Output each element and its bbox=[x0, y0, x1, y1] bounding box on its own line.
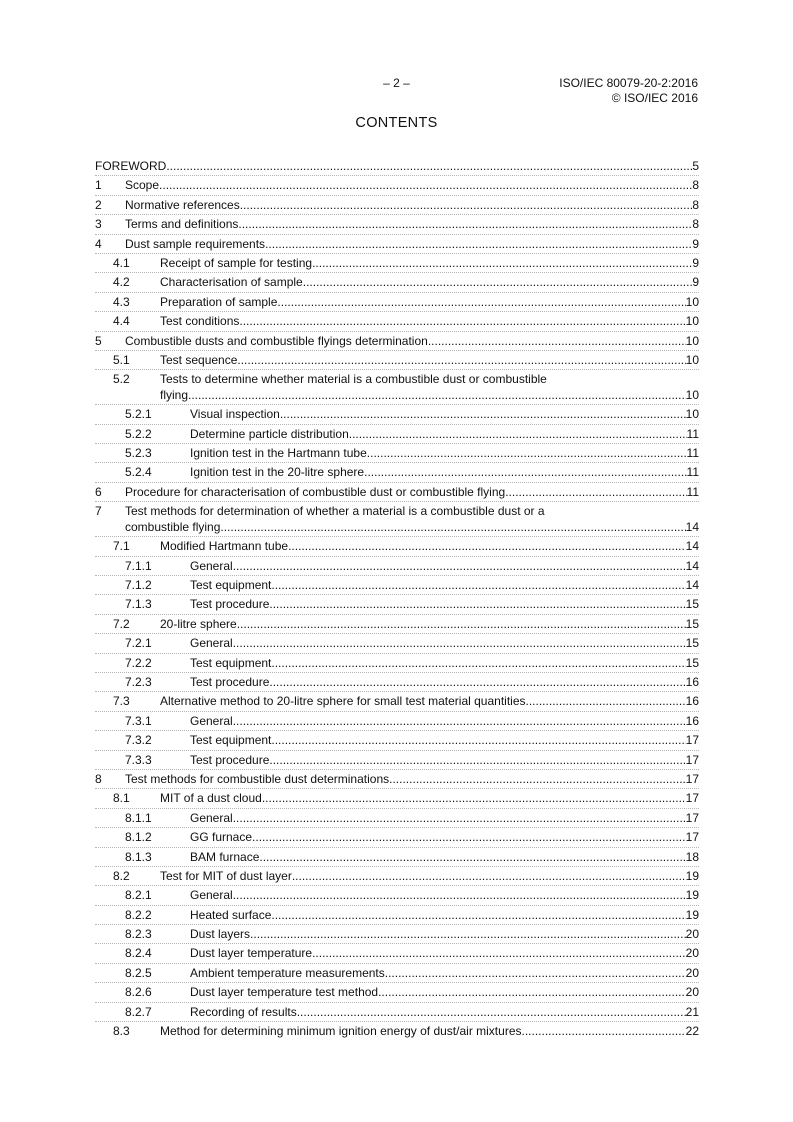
toc-entry[interactable] bbox=[95, 557, 699, 576]
toc-entry-label bbox=[190, 888, 699, 902]
toc-entry-label bbox=[160, 275, 699, 289]
toc-entry-page: 20 bbox=[685, 965, 699, 980]
toc-entry[interactable] bbox=[95, 654, 699, 673]
toc-entry-title: Receipt of sample for testing bbox=[160, 255, 313, 270]
toc-entry-title: Test equipment bbox=[190, 733, 272, 748]
toc-entry-page: 19 bbox=[685, 868, 699, 883]
toc-entry[interactable] bbox=[95, 906, 699, 925]
toc-entry[interactable] bbox=[95, 809, 699, 828]
toc-entry-number: 4.4 bbox=[113, 314, 130, 329]
toc-entry-number: 4.3 bbox=[113, 294, 130, 309]
toc-entry-title: Ignition test in the 20-litre sphere bbox=[190, 465, 365, 480]
toc-entry[interactable] bbox=[95, 983, 699, 1002]
dot-leader bbox=[522, 1024, 686, 1038]
document-header bbox=[559, 76, 698, 106]
dot-leader bbox=[389, 772, 686, 786]
dot-leader bbox=[233, 811, 686, 825]
toc-entry-page: 19 bbox=[685, 907, 699, 922]
dot-leader bbox=[271, 656, 685, 670]
toc-entry-number: 5.1 bbox=[113, 352, 130, 367]
toc-entry[interactable] bbox=[95, 1003, 699, 1022]
toc-entry-page: 14 bbox=[685, 578, 699, 593]
toc-entry-number: 8.2 bbox=[113, 868, 130, 883]
toc-entry[interactable] bbox=[95, 444, 699, 463]
toc-entry-number: 4.2 bbox=[113, 275, 130, 290]
toc-entry-title: Visual inspection bbox=[190, 407, 280, 422]
toc-entry-page: 20 bbox=[685, 985, 699, 1000]
toc-entry-label bbox=[125, 485, 699, 499]
dot-leader bbox=[166, 159, 692, 173]
dot-leader bbox=[526, 694, 686, 708]
toc-entry-page: 9 bbox=[692, 236, 699, 251]
toc-entry-number: 8.2.4 bbox=[125, 946, 152, 961]
toc-entry-title: Test methods for combustible dust determinations bbox=[125, 771, 390, 786]
toc-entry-number: 8.2.5 bbox=[125, 965, 152, 980]
toc-entry-page: 19 bbox=[685, 888, 699, 903]
toc-entry-number: 8.1.1 bbox=[125, 810, 152, 825]
toc-entry[interactable] bbox=[95, 770, 699, 789]
toc-entry-page: 15 bbox=[685, 597, 699, 612]
toc-entry-label bbox=[190, 446, 699, 460]
toc-entry-label bbox=[160, 1024, 699, 1038]
toc-entry-page: 14 bbox=[685, 539, 699, 554]
toc-entry-label bbox=[125, 772, 699, 786]
toc-entry-title: Dust sample requirements bbox=[125, 236, 266, 251]
toc-entry[interactable] bbox=[95, 576, 699, 595]
dot-leader bbox=[233, 636, 686, 650]
toc-entry-label bbox=[160, 791, 699, 805]
toc-entry-title: Terms and definitions bbox=[125, 217, 239, 232]
toc-entry[interactable] bbox=[95, 273, 699, 292]
toc-entry-title-continued: flying bbox=[160, 388, 189, 403]
toc-entry[interactable] bbox=[95, 351, 699, 370]
toc-entry[interactable] bbox=[95, 712, 699, 731]
toc-entry-number: 7.3.3 bbox=[125, 752, 152, 767]
toc-entry-title: Test equipment bbox=[190, 655, 272, 670]
toc-entry-page: 10 bbox=[685, 314, 699, 329]
toc-entry[interactable] bbox=[95, 537, 699, 556]
toc-entry-title: Test sequence bbox=[160, 352, 238, 367]
toc-entry-number: 8.2.1 bbox=[125, 888, 152, 903]
toc-entry-page: 20 bbox=[685, 946, 699, 961]
toc-entry-number: 7.2.2 bbox=[125, 655, 152, 670]
toc-entry-label bbox=[190, 927, 699, 941]
toc-entry-number: 3 bbox=[95, 217, 102, 232]
toc-entry[interactable] bbox=[95, 157, 699, 176]
dot-leader bbox=[378, 985, 686, 999]
toc-entry-number: 8.1.2 bbox=[125, 830, 152, 845]
toc-entry-label bbox=[190, 830, 699, 844]
toc-entry-number: 7.3 bbox=[113, 694, 130, 709]
toc-entry[interactable] bbox=[95, 925, 699, 944]
table-of-contents bbox=[95, 157, 699, 1041]
toc-entry-page: 16 bbox=[685, 713, 699, 728]
toc-entry-label bbox=[160, 617, 699, 631]
toc-entry-page: 10 bbox=[685, 352, 699, 367]
toc-entry[interactable] bbox=[95, 215, 699, 234]
toc-entry-label bbox=[190, 811, 699, 825]
toc-entry-title: Normative references bbox=[125, 197, 240, 212]
toc-entry-label bbox=[190, 946, 699, 960]
toc-entry-number: 7.3.1 bbox=[125, 713, 152, 728]
toc-entry-title-continued: combustible flying bbox=[125, 520, 221, 535]
toc-entry-page: 15 bbox=[685, 616, 699, 631]
toc-entry-title: Ambient temperature measurements bbox=[190, 965, 385, 980]
dot-leader bbox=[237, 353, 685, 367]
toc-entry[interactable] bbox=[95, 312, 699, 331]
toc-entry[interactable] bbox=[95, 867, 699, 886]
toc-entry-page: 17 bbox=[685, 810, 699, 825]
toc-entry-title: Test equipment bbox=[190, 578, 272, 593]
toc-entry-label bbox=[190, 908, 699, 922]
toc-entry-label bbox=[190, 733, 699, 747]
toc-entry-number: 8 bbox=[95, 771, 102, 786]
dot-leader bbox=[505, 485, 686, 499]
dot-leader bbox=[269, 753, 685, 767]
toc-entry[interactable] bbox=[95, 944, 699, 963]
toc-entry-number: 7.2.3 bbox=[125, 674, 152, 689]
dot-leader bbox=[250, 927, 686, 941]
page-number: – 2 – bbox=[383, 76, 410, 90]
toc-entry-label bbox=[190, 407, 699, 421]
toc-entry-page: 17 bbox=[685, 791, 699, 806]
toc-entry-number: 1 bbox=[95, 178, 102, 193]
toc-entry[interactable] bbox=[95, 463, 699, 482]
toc-entry-number: 7.1.1 bbox=[125, 558, 152, 573]
copyright-notice: © ISO/IEC 2016 bbox=[611, 91, 698, 105]
toc-entry-label bbox=[190, 636, 699, 650]
toc-entry-title: Preparation of sample bbox=[160, 294, 278, 309]
dot-leader bbox=[233, 888, 686, 902]
dot-leader bbox=[252, 830, 686, 844]
toc-entry-number: 7.1.2 bbox=[125, 578, 152, 593]
toc-entry-number: 5.2.2 bbox=[125, 426, 152, 441]
toc-entry[interactable] bbox=[95, 731, 699, 750]
toc-entry-label bbox=[190, 753, 699, 767]
toc-entry-label bbox=[160, 353, 699, 367]
dot-leader bbox=[237, 617, 686, 631]
toc-entry[interactable] bbox=[95, 196, 699, 215]
toc-entry-page: 10 bbox=[685, 407, 699, 422]
document-id: ISO/IEC 80079-20-2:2016 bbox=[559, 76, 698, 90]
toc-entry[interactable] bbox=[95, 634, 699, 653]
toc-entry-label bbox=[125, 198, 699, 212]
toc-entry-page: 10 bbox=[685, 333, 699, 348]
toc-entry-label bbox=[160, 539, 699, 553]
toc-entry-number: 7.3.2 bbox=[125, 733, 152, 748]
dot-leader bbox=[271, 733, 685, 747]
toc-entry-number: 5.2.1 bbox=[125, 407, 152, 422]
toc-entry-label bbox=[190, 966, 699, 980]
toc-entry-number: 8.1.3 bbox=[125, 849, 152, 864]
toc-entry[interactable] bbox=[95, 254, 699, 273]
toc-entry[interactable] bbox=[95, 964, 699, 983]
toc-entry-title: Modified Hartmann tube bbox=[160, 539, 289, 554]
toc-entry-page: 18 bbox=[685, 849, 699, 864]
toc-entry-page: 22 bbox=[685, 1024, 699, 1039]
dot-leader bbox=[367, 446, 687, 460]
toc-entry-number: 5.2.4 bbox=[125, 465, 152, 480]
dot-leader bbox=[297, 1005, 686, 1019]
dot-leader bbox=[188, 388, 686, 402]
toc-entry-page: 15 bbox=[685, 636, 699, 651]
dot-leader bbox=[259, 850, 685, 864]
toc-entry-label bbox=[190, 985, 699, 999]
toc-entry[interactable] bbox=[95, 235, 699, 254]
toc-entry[interactable] bbox=[95, 789, 699, 808]
dot-leader bbox=[349, 427, 687, 441]
toc-entry-title: General bbox=[190, 810, 233, 825]
toc-entry-page: 9 bbox=[692, 275, 699, 290]
toc-entry-label bbox=[95, 159, 699, 173]
toc-entry-number: 4.1 bbox=[113, 255, 130, 270]
toc-entry-label bbox=[190, 559, 699, 573]
toc-entry-label bbox=[190, 1005, 699, 1019]
toc-entry-title: Tests to determine whether material is a combustible dust or combustible bbox=[160, 372, 547, 387]
toc-entry-title: Characterisation of sample bbox=[160, 275, 303, 290]
toc-entry-page: 15 bbox=[685, 655, 699, 670]
toc-entry-title: Dust layer temperature test method bbox=[190, 985, 379, 1000]
toc-entry[interactable] bbox=[95, 828, 699, 847]
toc-entry[interactable] bbox=[95, 1022, 699, 1041]
toc-entry-page: 8 bbox=[692, 178, 699, 193]
dot-leader bbox=[240, 198, 693, 212]
toc-entry-page: 17 bbox=[685, 752, 699, 767]
toc-entry-number: 8.2.3 bbox=[125, 927, 152, 942]
toc-entry-label bbox=[160, 372, 699, 402]
toc-entry-label bbox=[160, 314, 699, 328]
toc-entry-label bbox=[190, 675, 699, 689]
toc-entry[interactable] bbox=[95, 405, 699, 424]
toc-entry-label bbox=[125, 504, 699, 534]
toc-entry-title: Test conditions bbox=[160, 314, 240, 329]
toc-entry-number: 8.2.2 bbox=[125, 907, 152, 922]
toc-entry[interactable] bbox=[95, 692, 699, 711]
toc-entry-title: Test procedure bbox=[190, 752, 270, 767]
toc-entry-label bbox=[160, 256, 699, 270]
toc-entry[interactable] bbox=[95, 848, 699, 867]
dot-leader bbox=[262, 791, 686, 805]
toc-entry-title: FOREWORD bbox=[95, 159, 167, 173]
dot-leader bbox=[238, 217, 692, 231]
toc-entry-label bbox=[125, 334, 699, 348]
toc-entry-title: Test methods for determination of whether a material is a combustible dust or a bbox=[125, 504, 545, 519]
toc-entry-title: MIT of a dust cloud bbox=[160, 791, 262, 806]
dot-leader bbox=[269, 675, 685, 689]
toc-entry-label bbox=[125, 178, 699, 192]
toc-entry-page: 20 bbox=[685, 927, 699, 942]
toc-entry-title: Method for determining minimum ignition energy of dust/air mixtures bbox=[160, 1024, 522, 1039]
toc-entry-title: Dust layer temperature bbox=[190, 946, 313, 961]
toc-entry-title: Alternative method to 20-litre sphere for small test material quantities bbox=[160, 694, 526, 709]
toc-entry-number: 5.2 bbox=[113, 372, 130, 387]
toc-entry-label bbox=[125, 217, 699, 231]
dot-leader bbox=[364, 465, 686, 479]
dot-leader bbox=[271, 578, 685, 592]
toc-entry-title: GG furnace bbox=[190, 830, 253, 845]
toc-entry[interactable] bbox=[95, 483, 699, 502]
toc-entry-number: 8.1 bbox=[113, 791, 130, 806]
dot-leader bbox=[428, 334, 686, 348]
dot-leader bbox=[271, 908, 685, 922]
toc-entry-page: 17 bbox=[685, 733, 699, 748]
toc-entry[interactable] bbox=[95, 176, 699, 195]
toc-entry-title: Recording of results bbox=[190, 1004, 297, 1019]
toc-entry-title: Determine particle distribution bbox=[190, 426, 349, 441]
dot-leader bbox=[239, 314, 685, 328]
toc-entry-page: 17 bbox=[685, 830, 699, 845]
toc-entry-title: Combustible dusts and combustible flyings determination bbox=[125, 333, 428, 348]
toc-entry-page: 8 bbox=[692, 197, 699, 212]
toc-entry-label bbox=[190, 465, 699, 479]
toc-entry-label bbox=[190, 850, 699, 864]
toc-entry-page: 11 bbox=[686, 426, 699, 441]
toc-entry-label bbox=[160, 694, 699, 708]
toc-entry-label bbox=[190, 597, 699, 611]
dot-leader bbox=[233, 559, 686, 573]
toc-entry-label bbox=[190, 578, 699, 592]
toc-entry-page: 8 bbox=[692, 217, 699, 232]
toc-entry-title: BAM furnace bbox=[190, 849, 260, 864]
toc-entry[interactable] bbox=[95, 673, 699, 692]
toc-entry-title: Scope bbox=[125, 178, 160, 193]
toc-entry-page: 16 bbox=[685, 674, 699, 689]
toc-entry-number: 7.1 bbox=[113, 539, 130, 554]
toc-entry-label bbox=[160, 869, 699, 883]
toc-entry-title: Test for MIT of dust layer bbox=[160, 868, 292, 883]
toc-entry-page: 10 bbox=[685, 388, 699, 403]
toc-entry-label bbox=[190, 656, 699, 670]
toc-entry-page: 16 bbox=[685, 694, 699, 709]
toc-entry-number: 7 bbox=[95, 504, 102, 519]
toc-entry-title: Ignition test in the Hartmann tube bbox=[190, 446, 367, 461]
toc-entry[interactable] bbox=[95, 332, 699, 351]
dot-leader bbox=[220, 520, 685, 534]
toc-entry-title: Dust layers bbox=[190, 927, 251, 942]
toc-entry-page: 14 bbox=[685, 520, 699, 535]
toc-entry[interactable] bbox=[95, 502, 699, 537]
toc-entry-page: 11 bbox=[686, 446, 699, 461]
dot-leader bbox=[385, 966, 686, 980]
dot-leader bbox=[269, 597, 685, 611]
toc-entry-number: 5.2.3 bbox=[125, 446, 152, 461]
toc-entry-title: 20-litre sphere bbox=[160, 616, 237, 631]
dot-leader bbox=[292, 869, 686, 883]
toc-entry-number: 7.2.1 bbox=[125, 636, 152, 651]
toc-entry-title: Procedure for characterisation of combustible dust or combustible flying bbox=[125, 484, 506, 499]
dot-leader bbox=[312, 256, 692, 270]
toc-entry-title: General bbox=[190, 636, 233, 651]
toc-entry-number: 4 bbox=[95, 236, 102, 251]
dot-leader bbox=[280, 407, 686, 421]
toc-entry-number: 6 bbox=[95, 484, 102, 499]
toc-entry-page: 21 bbox=[685, 1004, 699, 1019]
toc-entry-title: Test procedure bbox=[190, 674, 270, 689]
toc-entry-number: 8.2.6 bbox=[125, 985, 152, 1000]
page-title: CONTENTS bbox=[355, 115, 438, 131]
dot-leader bbox=[265, 237, 692, 251]
dot-leader bbox=[277, 295, 685, 309]
toc-entry-number: 7.1.3 bbox=[125, 597, 152, 612]
dot-leader bbox=[233, 714, 686, 728]
toc-entry[interactable] bbox=[95, 425, 699, 444]
toc-entry-number: 2 bbox=[95, 197, 102, 212]
toc-entry-title: General bbox=[190, 888, 233, 903]
toc-entry[interactable] bbox=[95, 370, 699, 405]
toc-entry-page: 14 bbox=[685, 558, 699, 573]
dot-leader bbox=[288, 539, 686, 553]
toc-entry-label bbox=[190, 714, 699, 728]
toc-entry-title: Test procedure bbox=[190, 597, 270, 612]
toc-entry-number: 8.2.7 bbox=[125, 1004, 152, 1019]
toc-entry-label bbox=[160, 295, 699, 309]
toc-entry-page: 10 bbox=[685, 294, 699, 309]
dot-leader bbox=[303, 275, 693, 289]
dot-leader bbox=[159, 178, 692, 192]
toc-entry-title: General bbox=[190, 713, 233, 728]
toc-entry[interactable] bbox=[95, 886, 699, 905]
toc-entry[interactable] bbox=[95, 293, 699, 312]
toc-entry-label bbox=[190, 427, 699, 441]
toc-entry-number: 7.2 bbox=[113, 616, 130, 631]
toc-entry[interactable] bbox=[95, 615, 699, 634]
toc-entry-title: General bbox=[190, 558, 233, 573]
toc-entry-page: 11 bbox=[686, 484, 699, 499]
toc-entry-label bbox=[125, 237, 699, 251]
toc-entry-number: 5 bbox=[95, 333, 102, 348]
toc-entry[interactable] bbox=[95, 595, 699, 614]
toc-entry-page: 5 bbox=[692, 159, 699, 173]
toc-entry-page: 9 bbox=[692, 255, 699, 270]
toc-entry-title: Heated surface bbox=[190, 907, 272, 922]
toc-entry-page: 11 bbox=[686, 465, 699, 480]
toc-entry-page: 17 bbox=[685, 771, 699, 786]
dot-leader bbox=[312, 946, 686, 960]
toc-entry[interactable] bbox=[95, 751, 699, 770]
toc-entry-number: 8.3 bbox=[113, 1024, 130, 1039]
